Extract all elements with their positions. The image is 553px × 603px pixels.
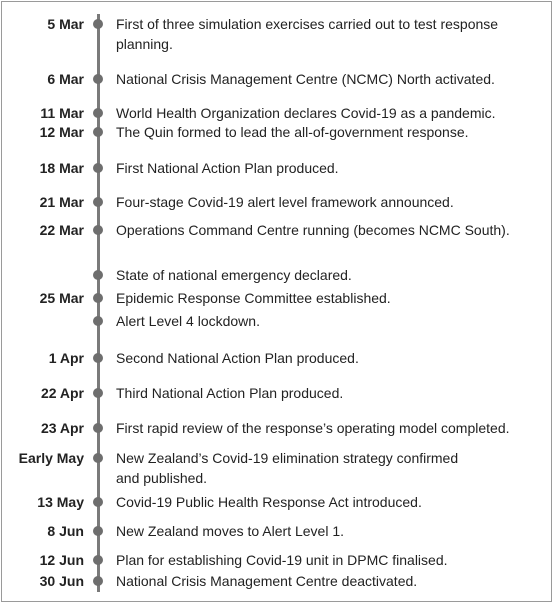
timeline-dot	[93, 423, 103, 433]
event-text: State of national emergency declared.	[116, 267, 352, 283]
timeline-dot	[93, 293, 103, 303]
timeline-event	[2, 192, 551, 212]
event-text: National Crisis Management Centre (NCMC) North activated.	[116, 71, 495, 87]
timeline-event	[2, 103, 551, 123]
event-date: 22 Mar	[39, 222, 84, 238]
timeline-event	[2, 418, 551, 438]
event-date: 1 Apr	[48, 350, 84, 366]
timeline-dot	[93, 526, 103, 536]
event-date: 30 Jun	[39, 573, 84, 589]
event-text: New Zealand’s Covid-19 elimination strategy confirmed	[116, 450, 459, 466]
event-date: 12 Jun	[39, 552, 84, 568]
timeline-event	[2, 383, 551, 403]
event-text-line2: and published.	[116, 470, 208, 486]
event-date: 12 Mar	[39, 124, 84, 140]
timeline-event	[2, 348, 551, 368]
event-date: 18 Mar	[39, 160, 84, 176]
event-text: First of three simulation exercises carried out to test response	[116, 16, 499, 32]
timeline-dot	[93, 353, 103, 363]
timeline-event	[2, 521, 551, 541]
event-text: The Quin formed to lead the all-of-government response.	[116, 124, 469, 140]
timeline-dot	[93, 316, 103, 326]
timeline-dot	[93, 555, 103, 565]
timeline-dot	[93, 74, 103, 84]
timeline-panel	[1, 1, 552, 602]
event-text: First National Action Plan produced.	[116, 160, 339, 176]
event-date: 8 Jun	[47, 523, 84, 539]
timeline-dot	[93, 225, 103, 235]
event-date: 5 Mar	[47, 16, 84, 32]
timeline-event	[2, 311, 551, 331]
event-text: Covid-19 Public Health Response Act introduced.	[116, 494, 422, 510]
event-date: 25 Mar	[39, 290, 84, 306]
event-text: World Health Organization declares Covid-19 as a pandemic.	[116, 105, 496, 121]
timeline-event	[2, 265, 551, 285]
timeline-dot	[93, 19, 103, 29]
timeline-event-continuation	[2, 468, 551, 488]
event-date: 21 Mar	[39, 194, 84, 210]
timeline-dot	[93, 108, 103, 118]
timeline-event	[2, 571, 551, 591]
timeline-event	[2, 492, 551, 512]
event-text: First rapid review of the response’s operating model completed.	[116, 420, 510, 436]
event-text: Operations Command Centre running (becomes NCMC South).	[116, 222, 510, 238]
timeline-event	[2, 288, 551, 308]
timeline-dot	[93, 127, 103, 137]
event-date: 6 Mar	[47, 71, 84, 87]
event-date: 22 Apr	[40, 385, 84, 401]
timeline-event	[2, 69, 551, 89]
timeline-dot	[93, 497, 103, 507]
timeline-event	[2, 220, 551, 240]
timeline-dot	[93, 270, 103, 280]
event-text-line2: planning.	[116, 36, 173, 52]
timeline-event	[2, 550, 551, 570]
timeline-dot	[93, 197, 103, 207]
event-text: National Crisis Management Centre deactivated.	[116, 573, 418, 589]
event-date: Early May	[18, 450, 84, 466]
event-text: Second National Action Plan produced.	[116, 350, 359, 366]
timeline-event	[2, 448, 551, 468]
event-text: New Zealand moves to Alert Level 1.	[116, 523, 345, 539]
event-text: Plan for establishing Covid-19 unit in DPMC finalised.	[116, 552, 448, 568]
event-text: Epidemic Response Committee established.	[116, 290, 391, 306]
event-date: 13 May	[37, 494, 84, 510]
timeline-dot	[93, 163, 103, 173]
timeline-dot	[93, 576, 103, 586]
timeline-event-continuation	[2, 34, 551, 54]
event-text: Third National Action Plan produced.	[116, 385, 344, 401]
timeline-event	[2, 14, 551, 34]
timeline-dot	[93, 388, 103, 398]
event-text: Alert Level 4 lockdown.	[116, 313, 260, 329]
event-text: Four-stage Covid-19 alert level framework announced.	[116, 194, 454, 210]
timeline-dot	[93, 453, 103, 463]
event-date: 23 Apr	[40, 420, 84, 436]
event-date: 11 Mar	[40, 105, 84, 121]
timeline-event	[2, 158, 551, 178]
timeline-event	[2, 122, 551, 142]
